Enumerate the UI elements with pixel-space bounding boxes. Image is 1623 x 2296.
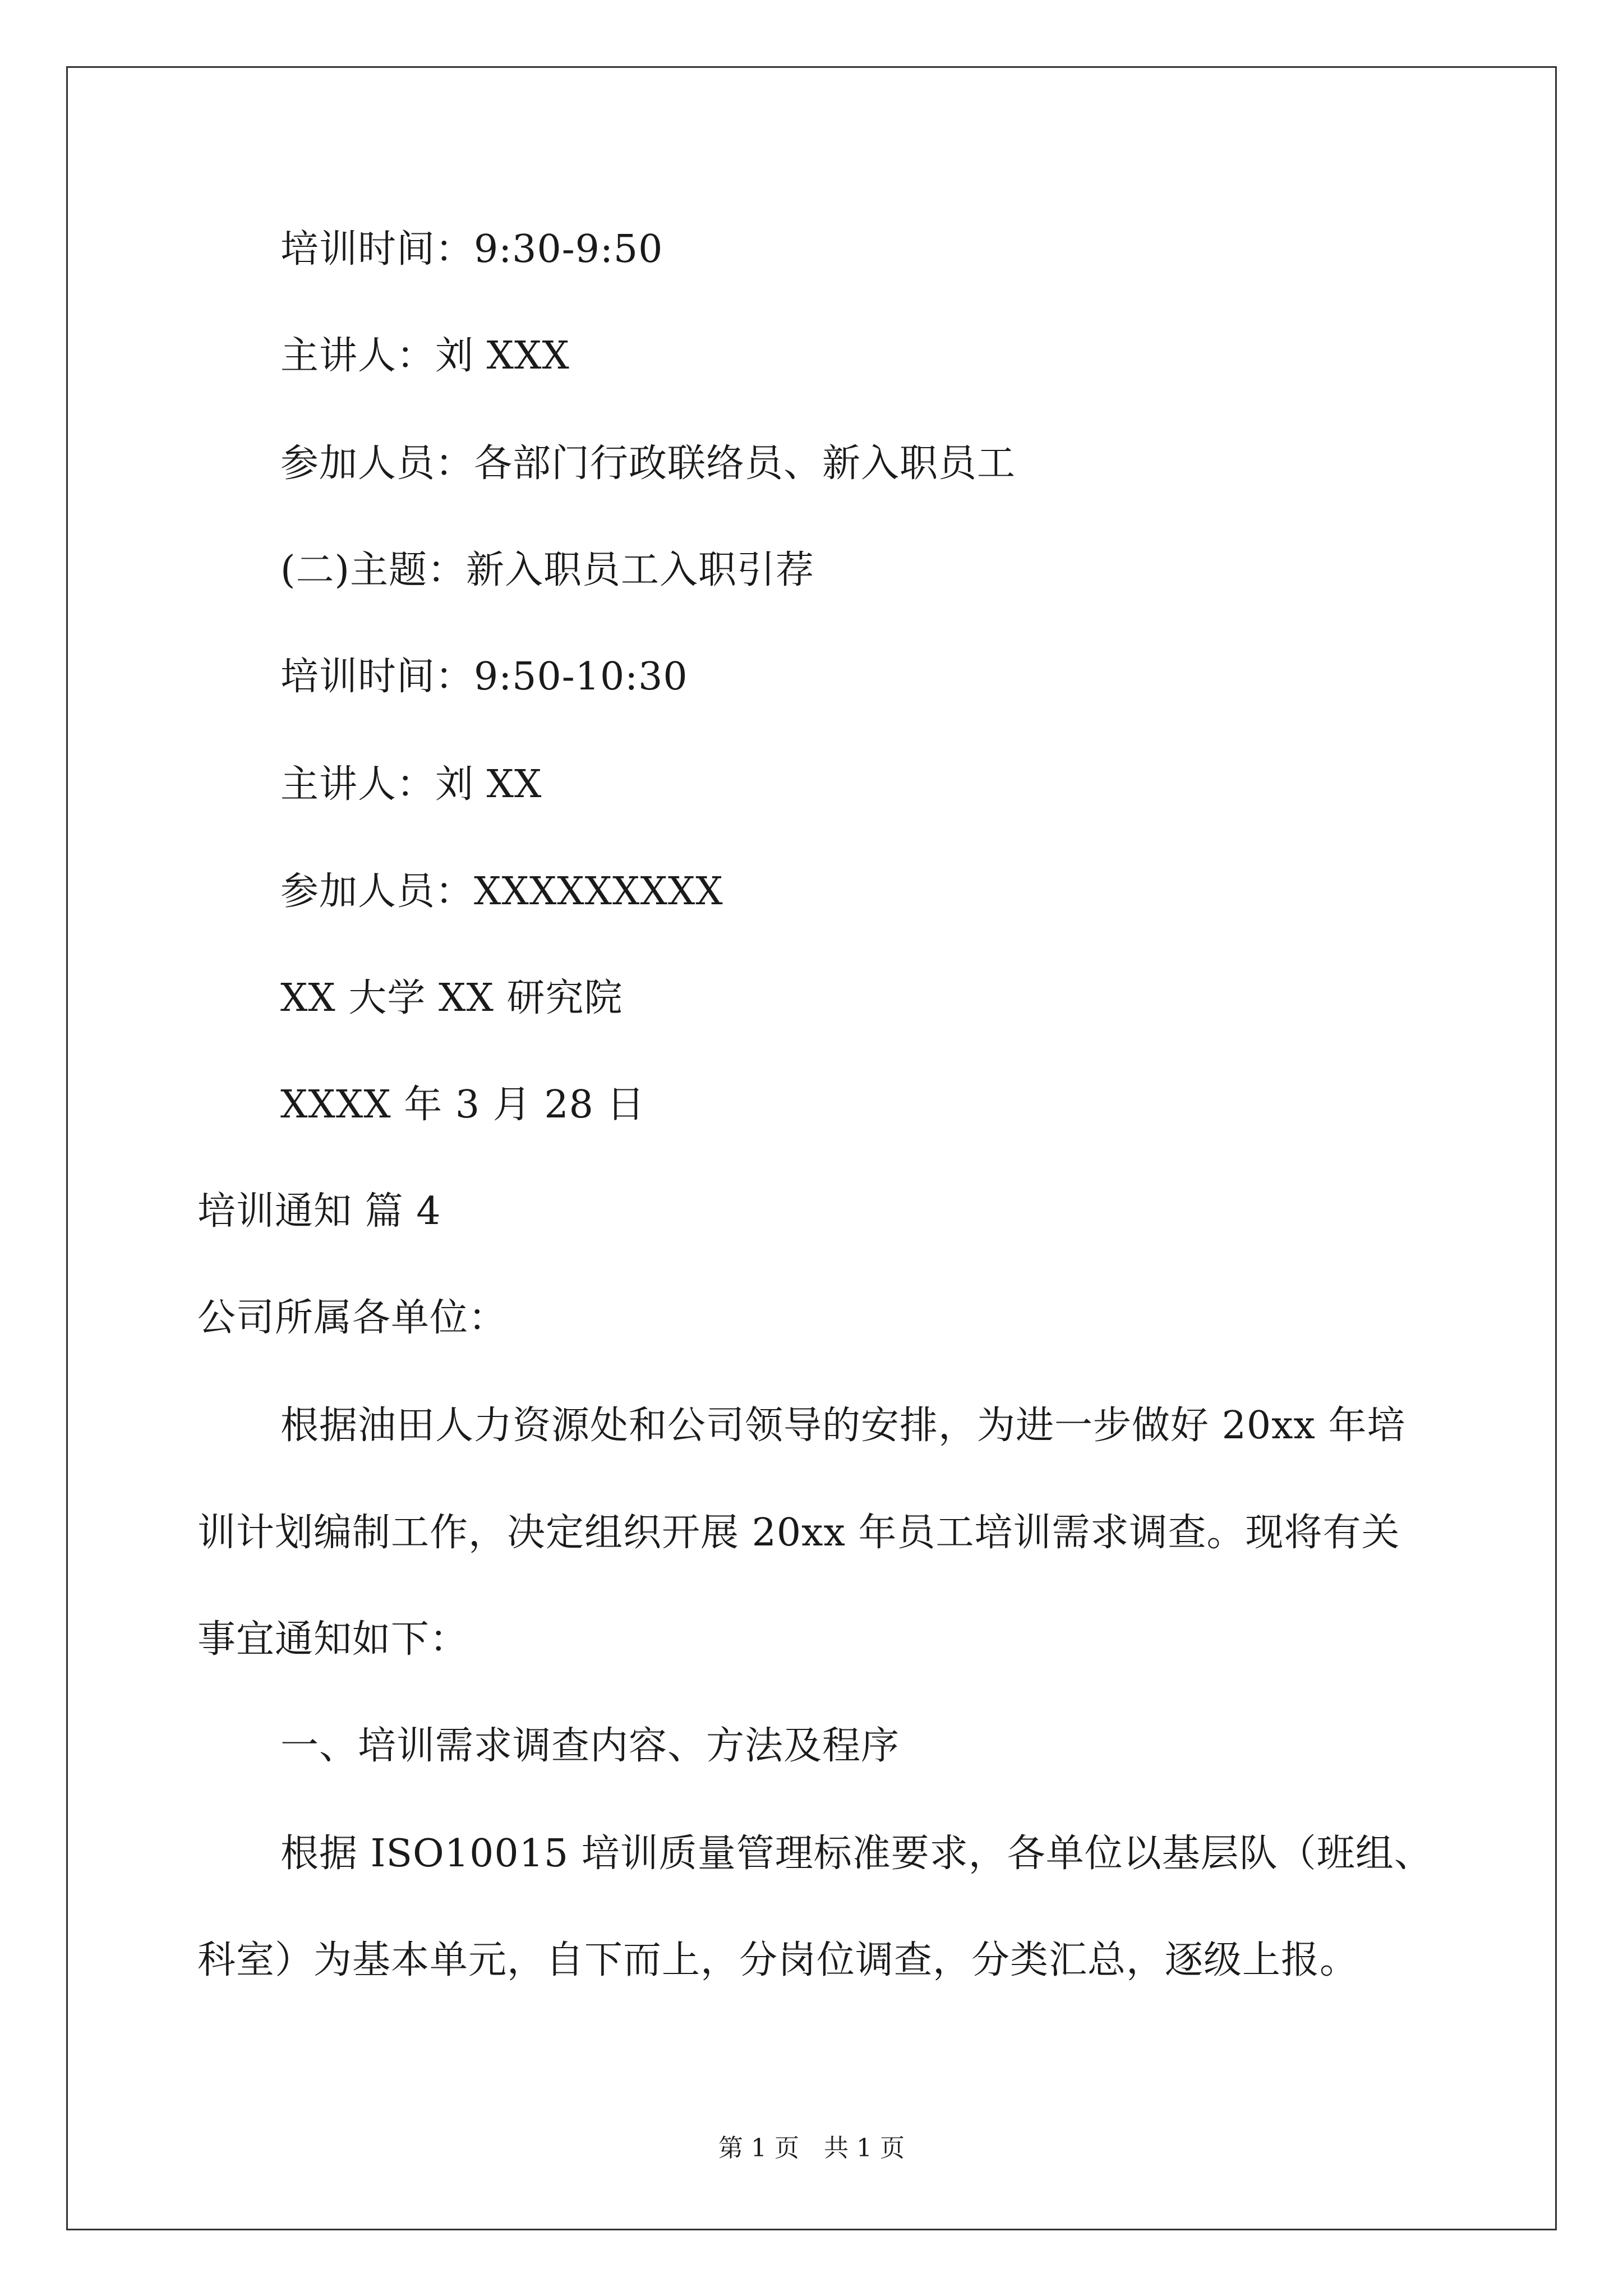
topic-2: (二)主题：新入职员工入职引荐 [280, 548, 815, 592]
training-time-1: 培训时间：9:30-9:50 [280, 227, 663, 272]
salutation: 公司所属各单位： [197, 1296, 508, 1340]
participants-1: 参加人员：各部门行政联络员、新入职员工 [280, 441, 1016, 486]
paragraph-line: 科室）为基本单元，自下而上，分岗位调查，分类汇总，逐级上报。 [197, 1938, 1359, 1982]
paragraph-line: 事宜通知如下： [197, 1617, 469, 1662]
paragraph-line: 训计划编制工作，决定组织开展 20xx 年员工培训需求调查。现将有关 [197, 1511, 1400, 1555]
speaker-2: 主讲人：刘 XX [280, 762, 542, 807]
speaker-1: 主讲人：刘 XXX [280, 334, 570, 378]
section-heading: 培训通知 篇 4 [197, 1189, 441, 1234]
participants-2: 参加人员：XXXXXXXXX [280, 869, 723, 914]
paragraph-line: 根据油田人力资源处和公司领导的安排，为进一步做好 20xx 年培 [280, 1404, 1406, 1448]
subsection-heading: 一、培训需求调查内容、方法及程序 [280, 1724, 900, 1768]
paragraph-line: 根据 ISO10015 培训质量管理标准要求，各单位以基层队（班组、 [280, 1832, 1433, 1876]
organization-signature: XX 大学 XX 研究院 [280, 976, 623, 1020]
page-number: 第 1 页 共 1 页 [718, 2134, 905, 2162]
training-time-2: 培训时间：9:50-10:30 [280, 655, 688, 699]
signature-date: XXXX 年 3 月 28 日 [280, 1083, 645, 1127]
page-border [66, 66, 1557, 2230]
